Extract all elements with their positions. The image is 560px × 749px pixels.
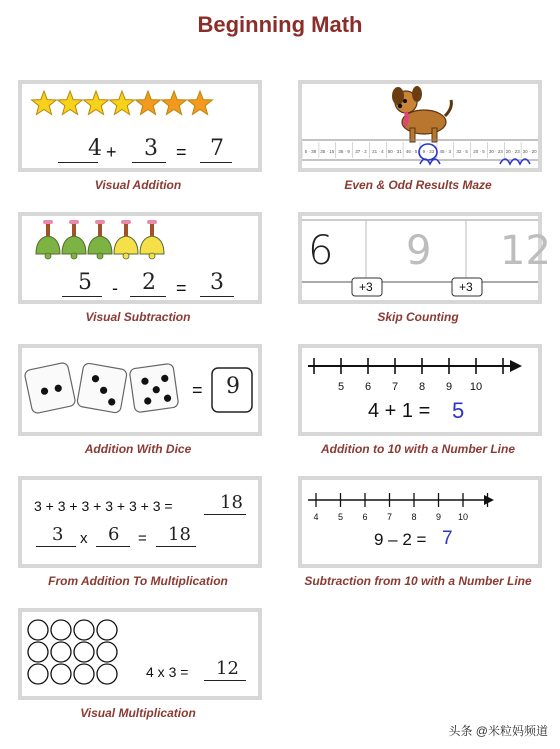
tick-label: 9 <box>445 381 453 393</box>
dog-icon <box>392 86 451 142</box>
minus-sign: - <box>112 278 118 298</box>
sum-result: 18 <box>220 492 243 513</box>
visual-addition-card[interactable] <box>18 80 262 172</box>
factor-b: 6 <box>108 524 120 545</box>
answer-line <box>96 546 130 547</box>
maze-cell: 46 · 5 <box>405 149 418 154</box>
array-circle <box>97 642 117 662</box>
maze-card[interactable] <box>298 80 542 172</box>
product-result: 12 <box>216 658 239 679</box>
answer-line <box>36 546 76 547</box>
maze-cell: 36 · 9 <box>338 149 350 154</box>
maze-cell: 30 · 20 <box>522 149 537 154</box>
addend-a: 4 <box>88 136 102 161</box>
answer-line <box>156 546 196 547</box>
answer-line <box>204 680 246 681</box>
subtrahend: 2 <box>142 270 156 295</box>
answer-line <box>132 162 166 163</box>
bell-icon <box>114 236 138 254</box>
tick-label: 9 <box>435 512 442 522</box>
array-circle <box>74 620 94 640</box>
addition-to-multiplication-card[interactable] <box>18 476 262 568</box>
die-icon <box>24 362 76 414</box>
card-label[interactable]: From Addition To Multiplication <box>48 574 228 588</box>
count-number-1: 6 <box>308 228 334 274</box>
equation: 9 – 2 = <box>374 530 427 549</box>
answer-line <box>200 162 232 163</box>
page-title: Beginning Math <box>197 12 363 37</box>
card-label[interactable]: Addition to 10 with a Number Line <box>320 442 515 456</box>
star-icon <box>110 91 135 115</box>
dice-result: 9 <box>226 374 240 399</box>
array-circle <box>97 664 117 684</box>
answer-line <box>204 514 246 515</box>
card-label[interactable]: Visual Multiplication <box>80 706 196 720</box>
subtraction-result: 7 <box>442 528 453 549</box>
maze-cell: 32 · 5 <box>456 149 468 154</box>
equals-sign: = <box>176 142 187 162</box>
star-icon <box>84 91 109 115</box>
card-label[interactable]: Subtraction from 10 with a Number Line <box>304 574 532 588</box>
tick-label: 5 <box>337 381 345 393</box>
card-label[interactable]: Addition With Dice <box>84 442 192 456</box>
star-icon <box>188 91 213 115</box>
difference-result: 3 <box>210 270 224 295</box>
dice-card[interactable] <box>18 344 262 436</box>
number-line <box>302 480 538 564</box>
equals-sign: = <box>192 380 203 400</box>
product-result: 18 <box>168 524 191 545</box>
array-circle <box>97 620 117 640</box>
addition-result: 5 <box>452 398 465 423</box>
card-label[interactable]: Even & Odd Results Maze <box>344 178 492 192</box>
addend-b: 3 <box>144 136 158 161</box>
array-circle <box>51 664 71 684</box>
bell-icon <box>62 236 86 254</box>
tick-label: 10 <box>457 512 469 522</box>
circle-array <box>22 612 258 696</box>
maze-cell: 9 · 33 <box>422 149 435 154</box>
equation: 4 x 3 = <box>146 664 189 680</box>
tick-label: 8 <box>418 381 426 393</box>
maze-cell: 35 · 15 <box>320 149 335 154</box>
factor-a: 3 <box>52 524 64 545</box>
repeated-sum: 3 + 3 + 3 + 3 + 3 + 3 = <box>34 498 173 514</box>
maze-cell: 45 · 3 <box>439 149 452 154</box>
visual-subtraction-card[interactable] <box>18 212 262 304</box>
array-circle <box>28 642 48 662</box>
tick-label: 5 <box>337 512 344 522</box>
array-circle <box>74 664 94 684</box>
minuend: 5 <box>78 270 92 295</box>
visual-multiplication-card[interactable] <box>18 608 262 700</box>
star-icon <box>32 91 57 115</box>
maze-cell: 30 · 23 <box>488 149 503 154</box>
tick-label: 10 <box>469 381 483 393</box>
answer-line <box>200 296 234 297</box>
tick-label: 8 <box>411 512 417 522</box>
bell-icon <box>36 236 60 254</box>
step-badge-1: +3 <box>359 280 373 294</box>
equation: 4 + 1 = <box>368 400 431 422</box>
star-icon <box>162 91 187 115</box>
card-label[interactable]: Visual Subtraction <box>85 310 191 324</box>
star-icon <box>136 91 161 115</box>
sum-result: 7 <box>210 136 224 161</box>
tick-label: 7 <box>386 512 393 522</box>
watermark: 头条 @米粒妈频道 <box>448 724 548 738</box>
step-badge-2: +3 <box>459 280 473 294</box>
answer-line <box>62 296 102 297</box>
skip-counting-card[interactable] <box>298 212 551 304</box>
maze-cell: 37 · 2 <box>355 149 367 154</box>
tick-label: 6 <box>362 512 368 522</box>
number-line-addition-card[interactable] <box>298 344 542 436</box>
star-icon <box>58 91 83 115</box>
maze-illustration <box>302 84 538 168</box>
dice-illustration <box>22 348 258 432</box>
card-label[interactable]: Visual Addition <box>94 178 182 192</box>
answer-line <box>130 296 166 297</box>
count-number-3: 12 <box>500 228 551 274</box>
maze-cell: 20 · 23 <box>505 149 520 154</box>
plus-sign: + <box>106 142 117 162</box>
tick-label: 6 <box>364 381 372 393</box>
equals-sign: = <box>176 278 187 298</box>
equals-sign: = <box>138 530 147 547</box>
card-label[interactable]: Skip Counting <box>377 310 459 324</box>
maze-cell: 50 · 31 <box>387 149 402 154</box>
times-sign: x <box>80 530 88 547</box>
bell-icon <box>140 236 164 254</box>
array-circle <box>74 642 94 662</box>
array-circle <box>51 620 71 640</box>
tick-label: 4 <box>313 512 319 522</box>
maze-cell: 5 · 38 <box>304 149 317 154</box>
die-icon <box>77 363 128 414</box>
array-circle <box>51 642 71 662</box>
maze-cell: 21 · 4 <box>372 149 384 154</box>
tick-label: 7 <box>391 381 399 393</box>
answer-line <box>58 162 98 163</box>
bell-icon <box>88 236 112 254</box>
die-icon <box>129 363 179 413</box>
maze-cell: 20 · 5 <box>473 149 485 154</box>
count-number-2: 9 <box>406 228 432 274</box>
array-circle <box>28 664 48 684</box>
array-circle <box>28 620 48 640</box>
number-line-subtraction-card[interactable] <box>298 476 542 568</box>
